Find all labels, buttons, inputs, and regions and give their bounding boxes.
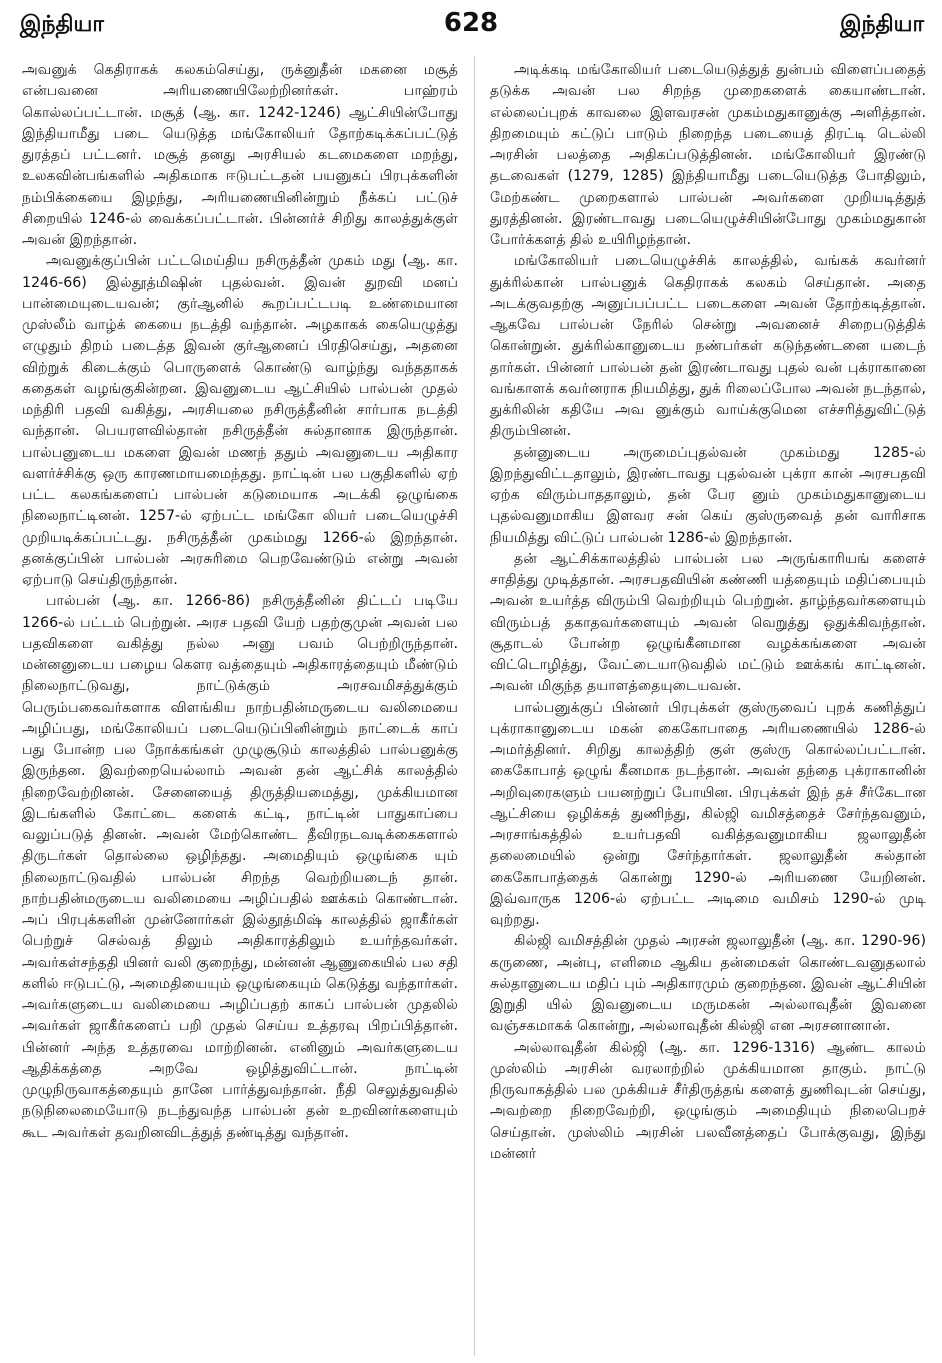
paragraph: அவனுக் கெதிராகக் கலகம்செய்து, ருக்னுதீன் மகனை மசூத் என்பவனை அரியணையிலேற்றினர்கள். பாஹ்ரம் கொல்லப்பட்டான். மசூத் (ஆ. கா. 1242-1246) ஆட்சியின்போது இந்தியாமீது படை யெடுத்த மங்கோலியர் தோற்கடிக்கப்பட்டுத் துரத்தப் பட்டனர். மசூத் தனது அரசியல் கடமைகளை மறந்து, உலகவின்பங்களில் அதிகமாக ஈடுபட்டதன் பயனுகப் பிரபுக்களின் நம்பிக்கையை இழந்து, அரியணையினின்றும் நீக்கப் பட்டுச் சிறையில் 1246-ல் வைக்கப்பட்டான். பின்னர்ச் சிறிது காலத்துக்குள் அவன் இறந்தான். — [22, 62, 458, 248]
paragraph: பால்பனுக்குப் பின்னர் பிரபுக்கள் குஸ்ருவைப் புறக் கணித்துப் புக்ராகானுடைய மகன் கைகோபாதை அரியணையில் 1286-ல் அமர்த்தினர். சிறிது காலத்திற் குள் குஸ்ரு கொல்லப்பட்டான். கைகோபாத் ஒழுங் கீனமாக நடந்தான். அவன் தந்தை புக்ராகானின் அறிவுரைகளும் பயனற்றுப் போயின. பிரபுக்கள் இந் தச் சீர்கேடான ஆட்சியை ஒழிக்கத் துணிந்து, கில்ஜி வமிசத்தைச் சேர்ந்தவனும், அரசாங்கத்தில் உயர்பதவி வகித்தவனுமாகிய ஜலாலுதீன் தலைமையில் ஒன்று சேர்ந்தார்கள். ஜலாலுதீன் சுல்தான் கைகோபாத்தைக் கொன்று 1290-ல் அரியணை யேறினன். இவ்வாருக 1206-ல் ஏற்பட்ட அடிமை வமிசம் 1290-ல் முடி வுற்றது. — [490, 699, 926, 928]
paragraph: பால்பன் (ஆ. கா. 1266-86) நசிருத்தீனின் திட்டப் படியே 1266-ல் பட்டம் பெற்றுன். அரச பதவி யேற் பதற்குமுன் அவன் பல பதவிகளை வகித்து நல்ல அனு பவம் பெற்றிருந்தான். மன்னனுடைய பழைய கௌர வத்தையும் அதிகாரத்தையும் மீண்டும் நிலைநாட்டுவது, நாட்டுக்கும் அரசவமிசத்துக்கும் பெரும்பகைவர்களாக விளங்கிய நாற்பதின்மருடைய வலிமையை அழிப்பது, மங்கோலியப் படையெடுப்பினின்றும் நாட்டைக் காப் பது போன்ற பல நோக்கங்கள் முழுசூடும் காலத்தில் பால்பனுக்கு இருந்தன. இவற்றையெல்லாம் அவன் தன் ஆட்சிக் காலத்தில் நிறைவேற்றினன். சேனையைத் திருத்தியமைத்து, முக்கியமான இடங்களில் கோட்டை களைக் கட்டி, நாட்டின் பாதுகாப்பை வலுப்படுத் தினன். அவன் மேற்கொண்ட தீவிரநடவடிக்கைகளால் திருடர்கள் தொல்லை ஒழிந்தது. அமைதியும் ஒழுங்கை யும் நிலைநாட்டுவதில் பால்பன் சிறந்த வெற்றியடைந் தான். நாற்பதின்மருடைய வலிமையை அழிப்பதில் ஊக்கம் கொண்டான். அப் பிரபுக்களின் முன்னோர்கள் இல்தூத்மிஷ் காலத்தில் ஜாகீர்கள் பெற்றுச் செல்வத் திலும் அதிகாரத்திலும் உயர்ந்தவர்கள். அவர்கள்சந்ததி யினர் வலி குறைந்து, மன்னன் ஆணுகையில் பல சதி களில் ஈடுபட்டு, அமைதியையும் ஒழுங்கையும் கெடுத்து வந்தார்கள். அவர்களுடைய வலிமையை அழிப்பதற் காகப் பால்பன் முதலில் அவர்கள் ஜாகீர்களைப் பறி முதல் செய்ய உத்தரவு பிறப்பித்தான். பின்னர் அந்த உத்தரவை மாற்றினன். எனினும் அவர்களுடைய ஆதிக்கத்தை அறவே ஒழித்துவிட்டான். நாட்டின் முழுநிருவாகத்தையும் தானே பார்த்துவந்தான். நீதி செலுத்துவதில் நடுநிலைமையோடு நடந்துவந்த பால்பன் தன் உறவினர்களையும் கூட அவர்கள் தவறினவிடத்துத் தண்டித்து வந்தான். — [22, 593, 458, 1141]
page-header — [0, 0, 942, 52]
page-number: 628 — [443, 8, 499, 38]
column-divider — [474, 56, 475, 1356]
paragraph: அல்லாவுதீன் கில்ஜி (ஆ. கா. 1296-1316) ஆண்ட காலம் முஸ்லிம் அரசின் வரலாற்றில் முக்கியமான தாகும். நாட்டு நிருவாகத்தில் பல முக்கியச் சீர்திருத்தங் களைத் துணிவுடன் செய்து, அவற்றை நிறைவேற்றி, ஒழுங்கும் அமைதியும் நிலைபெறச் செய்தான். முஸ்லிம் அரசின் பலவீனத்தைப் போக்குவது, இந்து மன்னர் — [490, 1039, 926, 1162]
paragraph: அடிக்கடி மங்கோலியர் படையெடுத்துத் துன்பம் விளைப்பதைத் தடுக்க அவன் பல சிறந்த முறைகளைக் கையாண்டான். எல்லைப்புறக் காவலை இளவரசன் முகம்மதுகானுக்கு அளித்தான். திறமையும் கட்டுப் பாடும் நிறைந்த படையைத் திரட்டி டெல்லி அரசின் பலத்தை அதிகப்படுத்தினன். மங்கோலியர் இரண்டு தடவைகள் (1279, 1285) இந்தியாமீது படையெடுத்த போதிலும், மேற்கண்ட முறைகளால் பால்பன் அவர்களை முறியடித்துத் துரத்தினன். இரண்டாவது படையெழுச்சியின்போது முகம்மதுகான் போர்க்களத் தில் உயிரிழந்தான். — [490, 62, 926, 248]
right-column — [490, 60, 926, 1355]
paragraph: தன்னுடைய அருமைப்புதல்வன் முகம்மது 1285-ல் இறந்துவிட்டதாலும், இரண்டாவது புதல்வன் புக்ரா கான் அரசபதவி ஏற்க விரும்பாததாலும், தன் பேர னும் முகம்மதுகானுடைய புதல்வனுமாகிய இளவர சன் கெய் குஸ்ருவைத் தன் வாரிசாக நியமித்து விட்டுப் பால்பன் 1286-ல் இறந்தான். — [490, 444, 926, 546]
paragraph: மங்கோலியர் படையெழுச்சிக் காலத்தில், வங்கக் கவர்னர் துக்ரில்கான் பால்பனுக் கெதிராகக் கலகம் செய்தான். அதை அடக்குவதற்கு அனுப்பப்பட்ட படைகளை அவன் தோற்கடித்தான். ஆகவே பால்பன் நேரில் சென்று அவனைச் சிறைபடுத்திக் கொன்றுன். துக்ரில்கானுடைய நண்பர்கள் கடுந்தண்டனை யடைந் தார்கள். பின்னர் பால்பன் தன் இரண்டாவது புதல் வன் புக்ராகானை வங்காளக் கவர்னராக நியமித்து, துக் ரிலைப்போல அவன் நடந்தால், துக்ரிலின் கதியே அவ னுக்கும் வாய்க்குமென எச்சரித்துவிட்டுத் திரும்பினன். — [490, 253, 926, 440]
paragraph: கில்ஜி வமிசத்தின் முதல் அரசன் ஜலாலுதீன் (ஆ. கா. 1290-96) கருணை, அன்பு, எளிமை ஆகிய தன்மைகள் கொண்டவனுதலால் சுல்தானுடைய மதிப் பும் அதிகாரமும் குறைந்தன. இவன் ஆட்சியின் இறுதி யில் இவனுடைய மருமகன் அல்லாவுதீன் இவனை வஞ்சகமாகக் கொன்று, அல்லாவுதீன் கில்ஜி என அரசனானான். — [490, 933, 926, 1035]
left-column — [22, 60, 458, 1355]
running-title-left: இந்தியா — [20, 12, 104, 37]
paragraph: தன் ஆட்சிக்காலத்தில் பால்பன் பல அருங்காரியங் களைச் சாதித்து முடித்தான். அரசபதவியின் கண்ணி யத்தையும் மதிப்பையும் அவன் உயர்த்த விரும்பி வெற்றியும் பெற்றுன். தாழ்ந்தவர்களையும் விரும்பத் தகாதவர்களையும் அவன் வெறுத்து ஒதுக்கிவந்தான். சூதாடல் போன்ற ஒழுங்கீனமான வழக்கங்களை அவன் விட்டொழித்து, வேட்டையாடுவதில் மட்டும் ஊக்கங் காட்டினன். அவன் மிகுந்த தயாளத்தையுடையவன். — [490, 550, 926, 695]
paragraph: அவனுக்குப்பின் பட்டமெய்திய நசிருத்தீன் முகம் மது (ஆ. கா. 1246-66) இல்தூத்மிஷின் புதல்வன். இவன் துறவி மனப் பான்மையுடையவன்; குர்ஆனில் கூறப்பட்டபடி உண்மையான முஸ்லீம் வாழ்க் கையை நடத்தி வந்தான். அழகாகக் கையெழுத்து எழுதும் திறம் படைத்த இவன் குர்ஆனைப் பிரதிசெய்து, அதனை விற்றுக் கிடைக்கும் பொருளைக் கொண்டு வாழ்ந்து வந்ததாகக் கதைகள் வழங்குகின்றன. இவனுடைய ஆட்சியில் பால்பன் முதல் மந்திரி பதவி வகித்து, அரசியலை நசிருத்தீனின் சார்பாக நடத்தி வந்தான். பெயரளவில்தான் நசிருத்தீன் சுல்தானாக இருந்தான். பால்பனுடைய மகளை இவன் மணந் ததும் அவனுடைய அதிகார வளர்ச்சிக்கு ஒரு காரணமாயமைந்தது. நாட்டின் பல பகுதிகளில் ஏற் பட்ட கலகங்களைப் பால்பன் கடுமையாக அடக்கி ஒழுங்கை நிலைநாட்டினன். 1257-ல் ஏற்பட்ட மங்கோ லியர் படையெழுச்சி முறியடிக்கப்பட்டது. நசிருத்தீன் முகம்மது 1266-ல் இறந்தான். தனக்குப்பின் பால்பன் அரசுரிமை பெறவேண்டும் என்று அவன் ஏற்பாடு செய்திருந்தான். — [22, 253, 458, 588]
running-title-right: இந்தியா — [840, 12, 924, 37]
